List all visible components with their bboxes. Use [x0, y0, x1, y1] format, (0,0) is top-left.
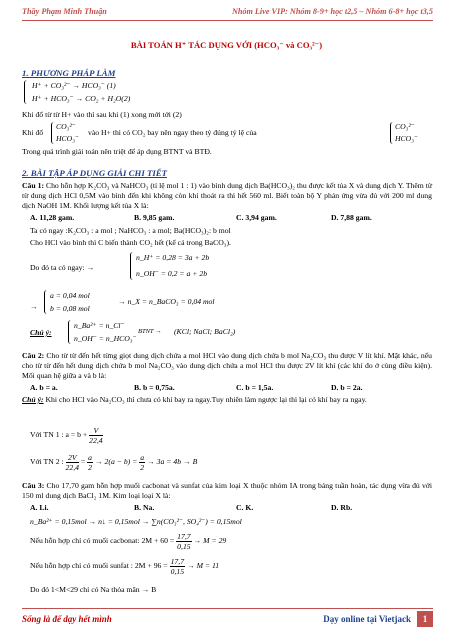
q1-option-a: A. 11,28 gam. — [30, 213, 75, 222]
question-2-text: Cho từ từ đến hết từng giọt dung dịch chứa a mol HCl vào dung dịch chứa b mol Na₂CO₃ thu được V lít khí. Mặt khác, nếu cho từ từ đến hết dung dịch chứa b mol Na₂CO₃ vào dung dịch chứa a mol HCl thu được 2V lít khí (các khí đo ở cùng điều kiện). Mối quan hệ giữa a và b là: — [22, 351, 433, 380]
ion-co3-right: CO₃²⁻ — [395, 122, 415, 131]
q3-option-c: C. K. — [236, 503, 254, 512]
question-3-label: Câu 3: — [22, 481, 45, 490]
q3-solution-1: n_Ba²⁺ = 0,15mol → n↓ = 0,15mol → ∑n(CO₃²⁻, SO₄²⁻) = 0,15mol — [30, 517, 242, 526]
q2-option-b: B. b = 0,75a. — [134, 383, 175, 392]
q3-option-b: B. Na. — [134, 503, 155, 512]
method-line-2: vào H+ thì có CO₂ bay nên ngay theo tỷ đúng tỷ lệ của — [88, 128, 257, 137]
question-2-label: Câu 2: — [22, 351, 45, 360]
q1-arrow: → — [30, 302, 38, 311]
ion-hco3-left: HCO₃⁻ — [56, 134, 79, 143]
note-eq-oh: n_OH⁻ = n_HCO₃⁻ — [74, 334, 137, 343]
header-group: Nhóm Live VIP: Nhóm 8-9+ học t2,5 – Nhóm 6-8+ học t3,5 — [231, 7, 433, 16]
q1-option-d: D. 7,88 gam. — [331, 213, 372, 222]
equation-brace — [24, 80, 29, 104]
note-2-text: Khi cho HCl vào Na₂CO₃ thì chưa có khí bay ra ngay.Tuy nhiên làm ngược lại thì lại có khí bay ra ngay. — [45, 395, 367, 404]
document-title: BÀI TOÁN H⁺ TÁC DỤNG VỚI (HCO₃⁻ và CO₃²⁻) — [130, 40, 323, 50]
method-line-1: Khi đổ từ từ H+ vào thì sau khi (1) xong mới tới (2) — [22, 110, 182, 119]
question-1 — [22, 181, 432, 211]
q1-result-brace — [44, 290, 49, 314]
q3-solution-3: Nếu hỗn hợp chỉ có muối sunfat : 2M + 96 = $\frac{17,7}{0,15}$ → M = 11 — [30, 556, 220, 576]
method-khi-do: Khi đổ — [22, 128, 44, 137]
q1-system-brace — [130, 252, 135, 280]
note-btnt-arrow: BTNT → — [138, 328, 162, 335]
ion-co3-left: CO₃²⁻ — [56, 122, 76, 131]
q2-option-c: C. b = 1,5a. — [236, 383, 274, 392]
q1-option-c: C. 3,94 gam. — [236, 213, 277, 222]
q3-fraction-1: $\frac{17,7}{0,15}$ — [177, 531, 191, 551]
section-heading-method: 1. PHƯƠNG PHÁP LÀM — [22, 68, 116, 78]
tn1-fraction: $\frac{V}{22,4}$ — [89, 425, 103, 445]
q1-option-b: B. 9,85 gam. — [134, 213, 175, 222]
header-author: Thầy Phạm Minh Thuận — [22, 7, 107, 16]
question-3 — [22, 481, 432, 501]
q3-option-a: A. Li. — [30, 503, 49, 512]
tn1-text: Với TN 1 : a = b + — [30, 430, 88, 439]
tn2-fraction-1: $\frac{2V}{22,4}$ — [65, 452, 79, 472]
page-footer — [22, 608, 433, 629]
page-number: 1 — [417, 611, 433, 627]
equation-2: H⁺ + HCO₃⁻ → CO₂ + H₂O(2) — [32, 94, 131, 103]
q1-result-x: → n_X = n_BaCO₃ = 0,04 mol — [118, 297, 215, 306]
q3-fraction-2: $\frac{17,7}{0,15}$ — [170, 556, 185, 576]
question-1-label: Câu 1: — [22, 181, 45, 190]
note-2-label: Chú ý: — [22, 395, 44, 404]
note-brace — [68, 320, 73, 344]
note-eq-ba: n_Ba²⁺ = n_Cl⁻ — [74, 321, 125, 330]
tn2-fraction-3: $\frac{a}{2}$ — [140, 452, 145, 472]
q1-solution-3: Do đó ta có ngay: → — [30, 263, 95, 272]
q1-solution-2: Cho HCl vào bình thì C biến thành CO₂ hết (kể cả trong BaCO₃). — [30, 238, 231, 247]
note-label: Chú ý: — [30, 328, 52, 337]
note-2 — [22, 395, 432, 405]
q1-eq-h: n_H⁺ = 0,28 = 3a + 2b — [136, 253, 210, 262]
page-header — [22, 6, 433, 21]
q3-solution-2: Nếu hỗn hợp chỉ có muối cacbonat: 2M + 60 = $\frac{17,7}{0,15}$ → M = 29 — [30, 531, 227, 551]
q1-result-a: a = 0,04 mol — [50, 291, 90, 300]
q3-option-d: D. Rb. — [331, 503, 353, 512]
equation-1: H⁺ + CO₃²⁻ → HCO₃⁻ (1) — [32, 81, 116, 90]
note-result: (KCl; NaCl; BaCl₂) — [174, 327, 236, 336]
question-2 — [22, 351, 432, 381]
tn2-fraction-2: $\frac{a}{2}$ — [88, 452, 93, 472]
q1-solution-1: Ta có ngay :K₂CO₃ : a mol ; NaHCO₃ : a mol; Ba(HCO₃)₂: b mol — [30, 226, 231, 235]
q1-result-b: b = 0,08 mol — [50, 304, 90, 313]
tn1-line — [30, 424, 103, 446]
q1-eq-oh: n_OH⁻ = 0,2 = a + 2b — [136, 269, 208, 278]
footer-link[interactable]: Dạy online tại Vietjack — [323, 614, 411, 624]
q3-solution-4: Do đó 1<M<29 chỉ có Na thỏa mãn → B — [30, 585, 157, 594]
tn2-line: Với TN 2 : $\frac{2V}{22,4}$ = $\frac{a}{2}$ → 2(a − b) = $\frac{a}{2}$ → 3a = 4b → B — [30, 452, 198, 472]
tn2-text: Với TN 2 : — [30, 457, 64, 466]
q2-option-d: D. b = 2a. — [331, 383, 363, 392]
question-3-text: Cho 17,70 gam hỗn hợp muối cacbonat và sunfat của kim loại X thuộc nhóm IA trong bảng tuần hoàn, tác dụng vừa đủ với 150 ml dung dịch BaCl₂ 1M. Kim loại loại X là: — [22, 481, 433, 500]
question-1-text: Cho hỗn hợp K₂CO₃ và NaHCO₃ (tỉ lệ mol 1 : 1) vào bình dung dịch Ba(HCO₃)₂ thu được kết tủa X và dung dịch Y. Thêm từ từ dung dịch HCl 0,5M vào bình đến khi không còn khí thoát ra thì hết 560 ml. Biết toàn bộ Y phản ứng vừa đủ với 200 ml dung dịch NaOH 1M. Khối lượng kết tủa X là: — [22, 181, 433, 210]
method-line-3: Trong quá trình giải toán nên triệt để áp dụng BTNT và BTĐ. — [22, 147, 212, 156]
ion-hco3-right: HCO₃⁻ — [395, 134, 418, 143]
q2-option-a: A. b = a. — [30, 383, 58, 392]
footer-motto: Sống là để dạy hết mình — [22, 614, 112, 624]
section-heading-exercises: 2. BÀI TẬP ÁP DỤNG GIẢI CHI TIẾT — [22, 168, 168, 178]
